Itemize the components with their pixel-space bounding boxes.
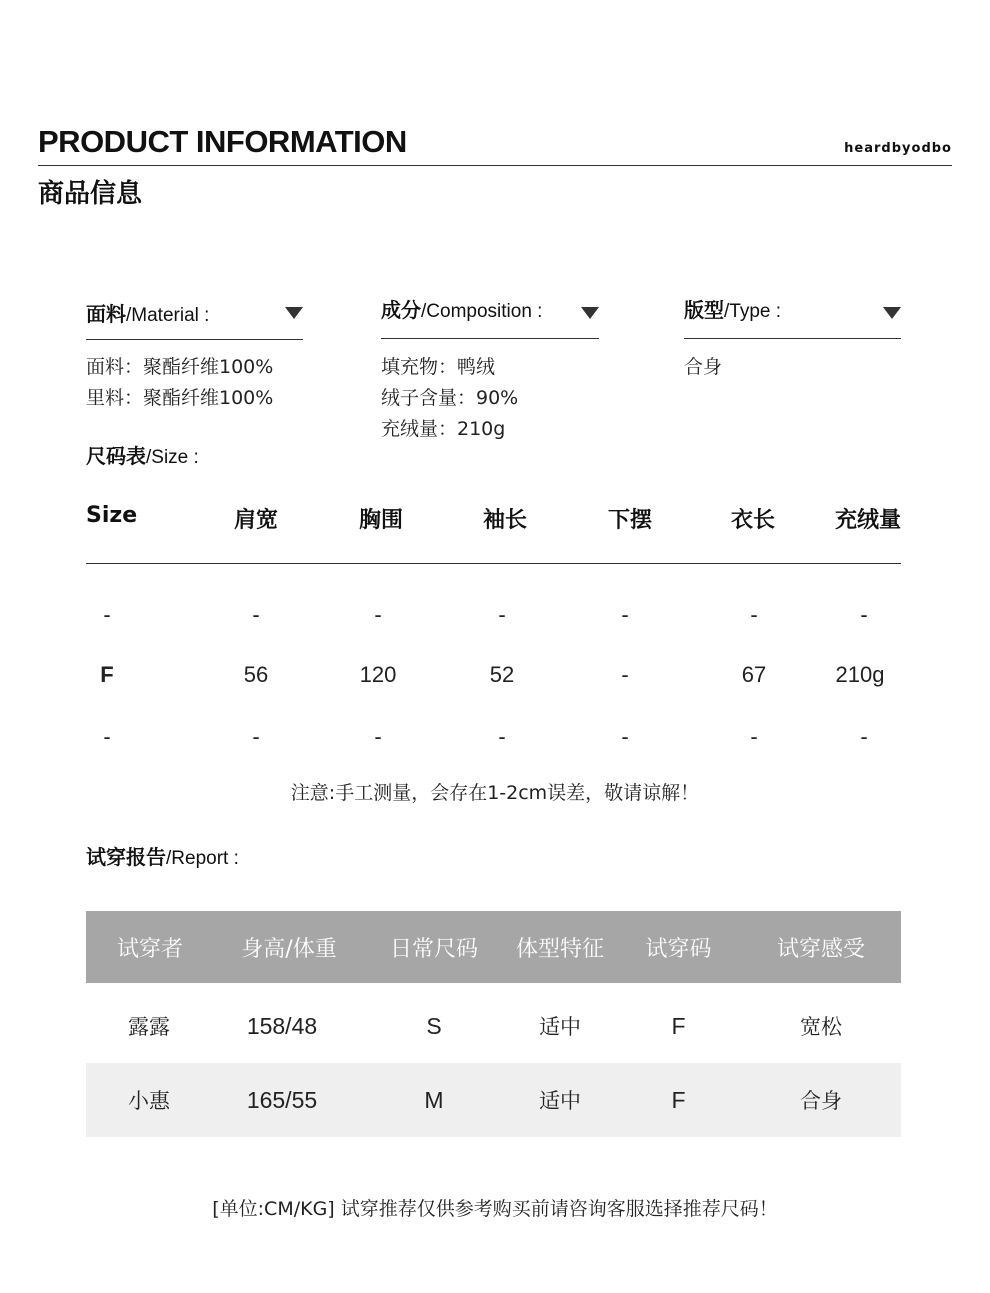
- measurement-note: 注意:手工测量，会存在1-2cm误差，敬请谅解！: [290, 782, 700, 804]
- size-cell: -: [252, 724, 260, 749]
- material-heading: [86, 298, 209, 327]
- report-cell: F: [671, 1086, 686, 1113]
- size-label-en: /Size :: [146, 447, 199, 468]
- size-cell: 67: [741, 662, 767, 687]
- report-cell: 165/55: [246, 1086, 318, 1113]
- report-cell: 适中: [539, 1089, 581, 1113]
- size-col-header: 胸围: [358, 508, 403, 533]
- report-header-row: [86, 911, 901, 983]
- type-label-cn: 版型: [684, 298, 724, 322]
- triangle-down-icon: [285, 307, 303, 319]
- composition-label-en: /Composition :: [421, 301, 543, 322]
- footer-note: [单位:CM/KG] 试穿推荐仅供参考购买前请咨询客服选择推荐尺码！: [212, 1198, 778, 1220]
- size-cell: 56: [243, 662, 269, 687]
- size-cell: -: [860, 602, 868, 627]
- size-cell: -: [621, 602, 629, 627]
- size-cell: 120: [359, 662, 397, 687]
- report-cell: M: [424, 1086, 444, 1113]
- size-heading: [86, 440, 199, 469]
- triangle-down-icon: [883, 307, 901, 319]
- composition-line: 绒子含量：90%: [381, 387, 519, 409]
- page-title: PRODUCT INFORMATION: [38, 124, 407, 159]
- type-heading: [684, 294, 781, 323]
- table-row: [86, 1063, 901, 1137]
- report-col-header: 体型特征: [515, 936, 604, 962]
- size-table-divider: [86, 563, 901, 564]
- report-cell: 露露: [128, 1015, 170, 1039]
- size-cell: -: [374, 602, 382, 627]
- report-label-cn: 试穿报告: [86, 845, 166, 869]
- size-cell: 210g: [835, 662, 885, 687]
- report-table: [86, 911, 901, 1137]
- size-col-header: Size: [86, 503, 138, 528]
- size-col-header: 衣长: [730, 508, 775, 533]
- type-label-en: /Type :: [724, 301, 782, 322]
- composition-line: 充绒量：210g: [381, 418, 506, 440]
- size-cell: -: [374, 724, 382, 749]
- size-col-header: 肩宽: [233, 508, 278, 533]
- header-divider: [38, 165, 952, 166]
- size-cell: -: [103, 602, 111, 627]
- size-cell: -: [103, 724, 111, 749]
- table-row: [86, 989, 901, 1063]
- type-line: 合身: [684, 356, 723, 378]
- size-col-header: 充绒量: [834, 508, 901, 533]
- size-cell: -: [252, 602, 260, 627]
- brand-name: heardbyodbo: [844, 141, 952, 156]
- report-cell: 合身: [800, 1089, 842, 1113]
- material-line: 面料：聚酯纤维100%: [86, 356, 274, 378]
- size-cell: -: [498, 602, 506, 627]
- size-cell: -: [498, 724, 506, 749]
- report-col-header: 日常尺码: [389, 936, 478, 962]
- report-col-header: 试穿码: [645, 936, 712, 962]
- size-cell: -: [621, 662, 629, 687]
- report-col-header: 身高/体重: [241, 936, 337, 962]
- report-cell: 适中: [539, 1015, 581, 1039]
- composition-heading: [381, 294, 542, 323]
- size-cell: -: [750, 724, 758, 749]
- composition-line: 填充物：鸭绒: [381, 356, 496, 378]
- size-label-cn: 尺码表: [86, 444, 146, 468]
- size-cell: -: [621, 724, 629, 749]
- size-cell: -: [750, 602, 758, 627]
- material-label-cn: 面料: [86, 302, 126, 326]
- material-label-en: /Material :: [126, 305, 210, 326]
- report-cell: S: [426, 1012, 442, 1039]
- report-label-en: /Report :: [166, 848, 239, 869]
- report-cell: 小惠: [128, 1089, 170, 1113]
- triangle-down-icon: [581, 307, 599, 319]
- report-cell: 158/48: [246, 1012, 318, 1039]
- type-divider: [684, 338, 901, 339]
- material-line: 里料：聚酯纤维100%: [86, 387, 274, 409]
- size-cell: F: [100, 662, 114, 687]
- material-divider: [86, 339, 303, 340]
- report-col-header: 试穿者: [116, 936, 183, 962]
- composition-label-cn: 成分: [381, 298, 421, 322]
- page-subtitle: 商品信息: [38, 179, 143, 209]
- report-cell: 宽松: [800, 1015, 842, 1039]
- composition-divider: [381, 338, 599, 339]
- report-heading: [86, 841, 239, 870]
- size-cell: -: [860, 724, 868, 749]
- size-col-header: 袖长: [482, 508, 527, 533]
- report-cell: F: [671, 1012, 686, 1039]
- size-col-header: 下摆: [607, 508, 652, 533]
- report-col-header: 试穿感受: [776, 936, 865, 962]
- size-cell: 52: [489, 662, 515, 687]
